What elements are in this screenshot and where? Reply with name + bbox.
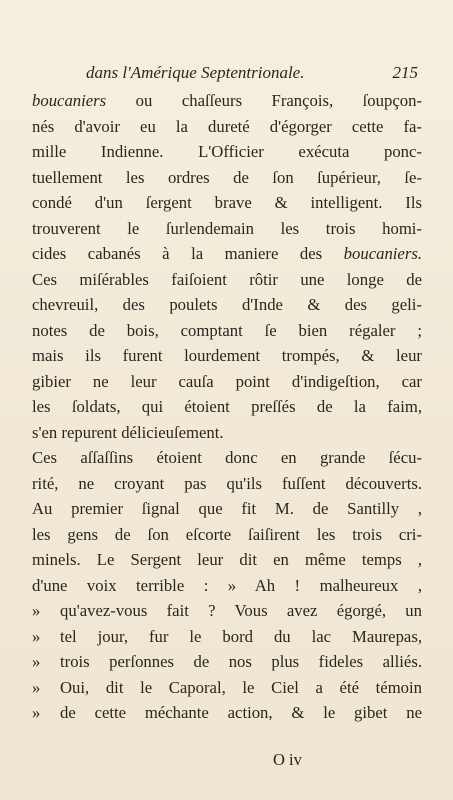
italic-text-segment: boucaniers. <box>343 244 422 263</box>
body-text <box>32 88 422 726</box>
text-segment: s'en repurent délicieuſement. <box>32 422 224 442</box>
text-segment: chevreuil, des poulets d'Inde & des geli- <box>32 295 422 314</box>
quote-mark: » <box>32 626 41 646</box>
text-line <box>32 267 422 293</box>
text-line <box>32 318 422 344</box>
text-segment: tuellement les ordres de ſon ſupérieur, ſe- <box>32 167 422 187</box>
text-line <box>32 165 422 191</box>
text-segment: les ſoldats, qui étoient preſſés de la faim, <box>32 397 422 416</box>
quoted-line <box>32 624 422 650</box>
quote-text: qu'avez-vous fait ? Vous avez égorgé, un <box>60 601 422 620</box>
text-line <box>32 445 422 471</box>
quoted-line <box>32 649 422 675</box>
text-line <box>32 139 422 165</box>
text-line <box>32 216 422 242</box>
text-segment: d'une voix terrible : » Ah ! malheureux , <box>32 575 422 595</box>
text-line <box>32 547 422 573</box>
quote-mark: » <box>32 652 41 671</box>
text-line <box>32 369 422 395</box>
text-segment: les gens de ſon eſcorte ſaiſirent les trois cri- <box>32 524 422 544</box>
text-line <box>32 190 422 216</box>
text-segment: cides cabanés à la maniere des <box>32 244 344 263</box>
text-line <box>32 241 422 267</box>
page-number: 215 <box>392 63 418 82</box>
quote-mark: » <box>32 703 41 722</box>
running-title: dans l'Amérique Septentrionale. <box>86 63 305 82</box>
quote-mark: » <box>32 677 41 697</box>
text-line <box>32 88 422 114</box>
quoted-line <box>32 675 422 701</box>
text-segment: minels. Le Sergent leur dit en même temps , <box>32 550 422 569</box>
text-segment: Ces miſérables faiſoient rôtir une longe de <box>32 269 422 289</box>
text-segment: mille Indienne. L'Officier exécuta ponc- <box>32 142 422 161</box>
text-segment: rité, ne croyant pas qu'ils fuſſent découverts. <box>32 473 422 493</box>
text-segment: nés d'avoir eu la dureté d'égorger cette fa- <box>32 116 422 136</box>
text-line <box>32 496 422 522</box>
text-line <box>32 343 422 369</box>
text-segment: mais ils furent lourdement trompés, & leur <box>32 346 422 365</box>
quote-text: trois perſonnes de nos plus fideles alliés. <box>60 652 422 671</box>
signature-mark: O iv <box>273 750 302 769</box>
quote-text: tel jour, fur le bord du lac Maurepas, <box>60 626 422 646</box>
italic-text-segment: boucaniers <box>32 91 107 110</box>
text-line <box>32 471 422 497</box>
text-segment: Ces aſſaſſins étoient donc en grande ſécu- <box>32 448 422 467</box>
text-line <box>32 114 422 140</box>
text-segment: gibier ne leur cauſa point d'indigeſtion, car <box>32 371 422 391</box>
quoted-line <box>32 700 422 726</box>
text-segment: ou chaſſeurs François, ſoupçon- <box>106 91 422 110</box>
text-segment: trouverent le ſurlendemain les trois homi- <box>32 218 422 238</box>
quote-text: de cette méchante action, & le gibet ne <box>60 703 422 722</box>
text-segment: condé d'un ſergent brave & intelligent. Ils <box>32 193 422 212</box>
text-line <box>32 522 422 548</box>
text-line <box>32 394 422 420</box>
running-head <box>34 62 418 84</box>
text-segment: notes de bois, comptant ſe bien régaler ; <box>32 320 422 340</box>
text-line <box>32 292 422 318</box>
quote-mark: » <box>32 601 41 620</box>
text-line <box>32 573 422 599</box>
quoted-line <box>32 598 422 624</box>
text-line <box>32 420 422 446</box>
text-segment: Au premier ſignal que fit M. de Santilly , <box>32 499 422 518</box>
quote-text: Oui, dit le Caporal, le Ciel a été témoin <box>60 677 422 697</box>
